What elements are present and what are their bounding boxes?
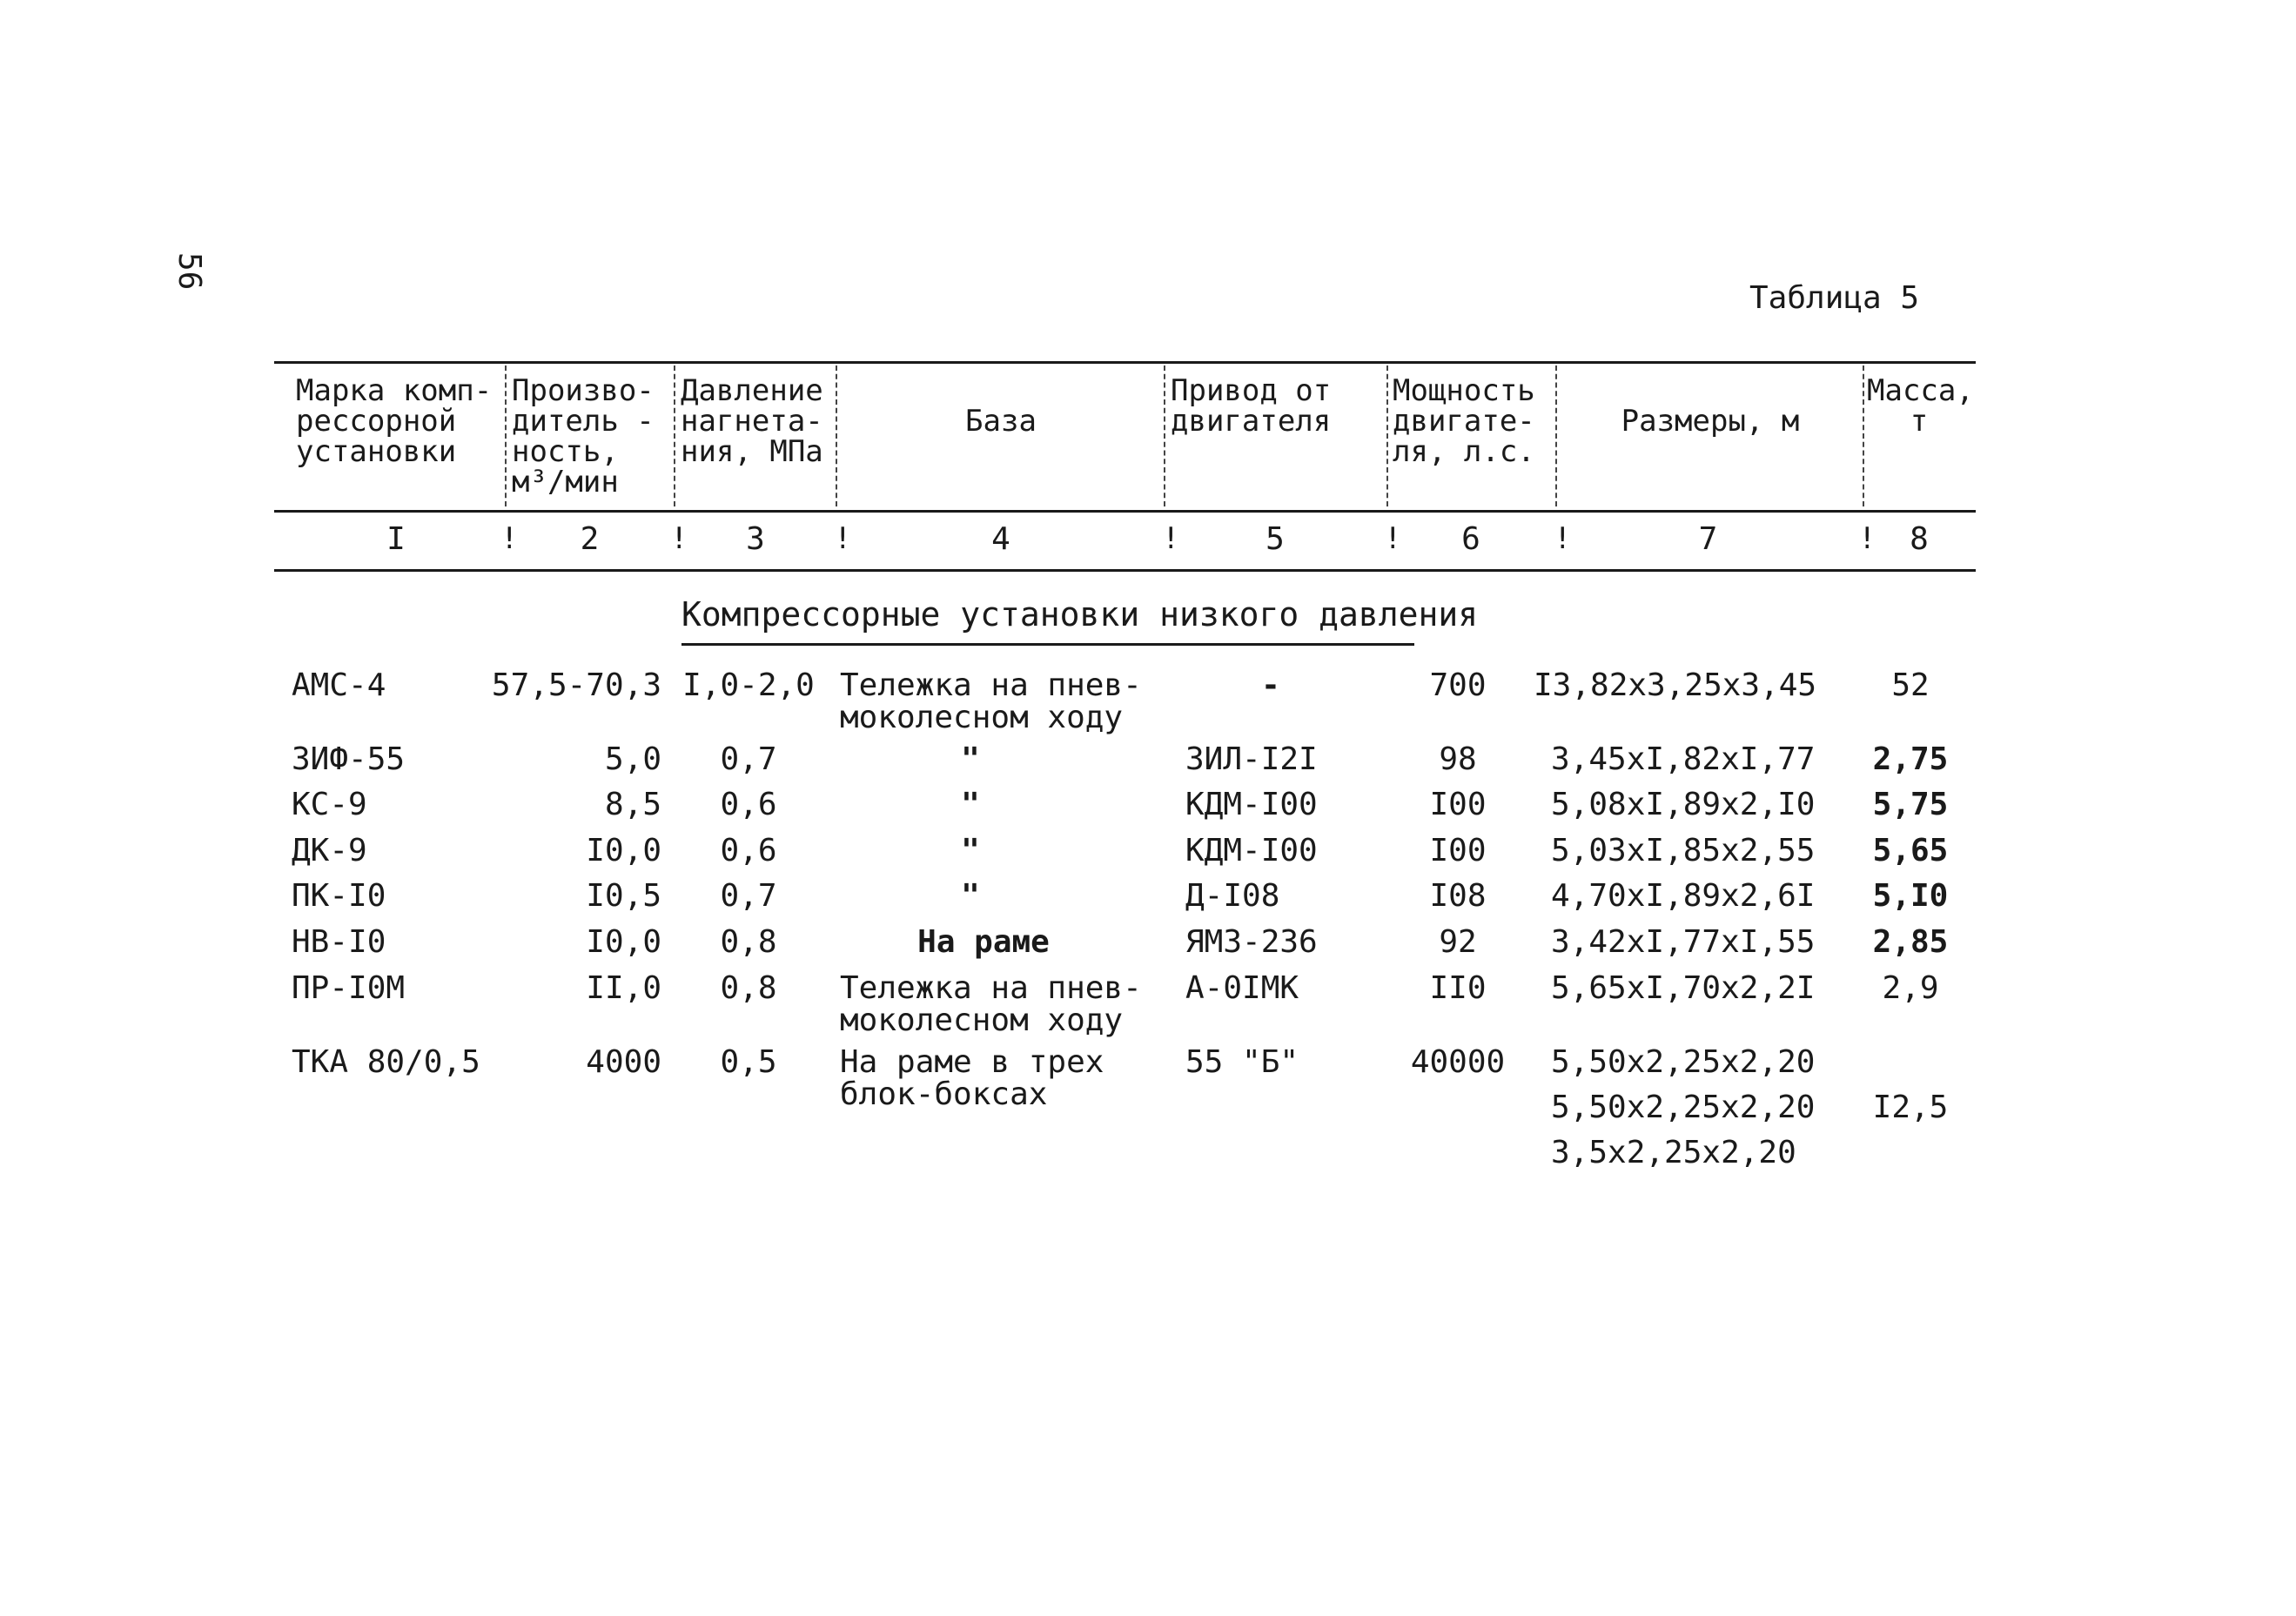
- table-cell: КДМ-I00: [1185, 833, 1318, 868]
- table-label: Таблица 5: [1749, 280, 1920, 316]
- table-cell: ЗИФ-55: [292, 741, 406, 777]
- table-cell: 5,0: [604, 741, 661, 777]
- table-cell: 5,03xI,85x2,55: [1551, 833, 1816, 868]
- table-cell: моколесном ходу: [840, 700, 1124, 735]
- table-cell: Тележка на пнев-: [840, 667, 1142, 703]
- table-cell: I00: [1429, 787, 1487, 822]
- table-cell: 2,85: [1872, 924, 1949, 960]
- header-separator: [836, 365, 837, 506]
- table-cell: I0,5: [586, 878, 661, 914]
- table-cell: 57,5-70,3: [491, 667, 661, 703]
- table-cell: 40000: [1410, 1044, 1506, 1080]
- table-cell: ТКА 80/0,5: [292, 1044, 480, 1080]
- column-separator-mark: !: [834, 521, 852, 556]
- table-cell: 4,70xI,89x2,6I: [1551, 878, 1816, 914]
- table-cell: ДК-9: [292, 833, 367, 868]
- section-title: Компрессорные установки низкого давления: [681, 595, 1479, 634]
- table-cell: НВ-I0: [292, 924, 386, 960]
- table-cell: 0,7: [720, 878, 777, 914]
- table-cell: 700: [1429, 667, 1487, 703]
- table-cell: На раме в трех: [840, 1044, 1104, 1080]
- table-cell: 8,5: [604, 787, 661, 822]
- table-cell: блок-боксах: [840, 1076, 1048, 1112]
- table-cell: ЗИЛ-I2I: [1185, 741, 1318, 777]
- table-cell: 4000: [586, 1044, 661, 1080]
- table-cell: 5,50x2,25x2,20: [1551, 1044, 1816, 1080]
- table-cell: 3,45xI,82xI,77: [1551, 741, 1816, 777]
- table-cell: 5,I0: [1872, 878, 1949, 914]
- header-separator: [1386, 365, 1388, 506]
- column-separator-mark: !: [1554, 521, 1572, 556]
- column-separator-mark: !: [670, 521, 688, 556]
- table-cell: 5,65xI,70x2,2I: [1551, 970, 1816, 1006]
- table-cell: I2,5: [1872, 1090, 1949, 1125]
- table-cell: КС-9: [292, 787, 367, 822]
- table-cell: А-0IМК: [1185, 970, 1299, 1006]
- header-separator: [1164, 365, 1165, 506]
- table-cell: I0,0: [586, 924, 661, 960]
- table-cell: 0,8: [720, 924, 777, 960]
- table-header-rule: [274, 510, 1976, 513]
- table-cell: 3,42xI,77xI,55: [1551, 924, 1816, 960]
- table-cell: II,0: [586, 970, 661, 1006]
- table-cell: 55 "Б": [1185, 1044, 1299, 1080]
- table-cell: 5,50x2,25x2,20: [1551, 1090, 1816, 1125]
- table-cell: ПК-I0: [292, 878, 386, 914]
- column-separator-mark: !: [1162, 521, 1180, 556]
- table-cell: ПР-I0М: [292, 970, 406, 1006]
- table-cell: I00: [1429, 833, 1487, 868]
- table-cell: ЯМЗ-236: [1185, 924, 1318, 960]
- table-cell: 3,5x2,25x2,20: [1551, 1135, 1796, 1170]
- header-separator: [1863, 365, 1864, 506]
- table-cell: 0,5: [720, 1044, 777, 1080]
- table-cell: моколесном ходу: [840, 1002, 1124, 1038]
- section-underline: [681, 643, 1414, 646]
- table-cell: ": [961, 787, 980, 822]
- table-cell: АМС-4: [292, 667, 386, 703]
- table-cell: ": [961, 741, 980, 777]
- table-cell: 92: [1439, 924, 1477, 960]
- page-number: 56: [171, 252, 207, 291]
- column-separator-mark: !: [1384, 521, 1402, 556]
- header-separator: [505, 365, 507, 506]
- table-cell: 5,75: [1872, 787, 1949, 822]
- table-cell: Д-I08: [1185, 878, 1280, 914]
- table-cell: 0,6: [720, 787, 777, 822]
- table-cell: II0: [1429, 970, 1487, 1006]
- table-cell: 5,08xI,89x2,I0: [1551, 787, 1816, 822]
- table-cell: Тележка на пнев-: [840, 970, 1142, 1006]
- table-cell: I0,0: [586, 833, 661, 868]
- header-separator: [1555, 365, 1557, 506]
- table-cell: -: [1261, 667, 1280, 703]
- table-cell: ": [961, 878, 980, 914]
- table-cell: 52: [1891, 667, 1930, 703]
- table-cell: 5,65: [1872, 833, 1949, 868]
- table-cell: КДМ-I00: [1185, 787, 1318, 822]
- table-cell: 2,9: [1882, 970, 1939, 1006]
- table-cell: I08: [1429, 878, 1487, 914]
- table-cell: На раме: [917, 924, 1050, 960]
- table-cell: 98: [1439, 741, 1477, 777]
- table-cell: 0,8: [720, 970, 777, 1006]
- table-numbers-rule: [274, 569, 1976, 572]
- table-cell: 0,6: [720, 833, 777, 868]
- table-top-rule: [274, 361, 1976, 364]
- table-cell: I3,82x3,25x3,45: [1534, 667, 1817, 703]
- table-cell: 2,75: [1872, 741, 1949, 777]
- column-separator-mark: !: [500, 521, 519, 556]
- table-cell: 0,7: [720, 741, 777, 777]
- table-cell: I,0-2,0: [682, 667, 815, 703]
- header-separator: [674, 365, 675, 506]
- table-cell: ": [961, 833, 980, 868]
- column-separator-mark: !: [1858, 521, 1876, 556]
